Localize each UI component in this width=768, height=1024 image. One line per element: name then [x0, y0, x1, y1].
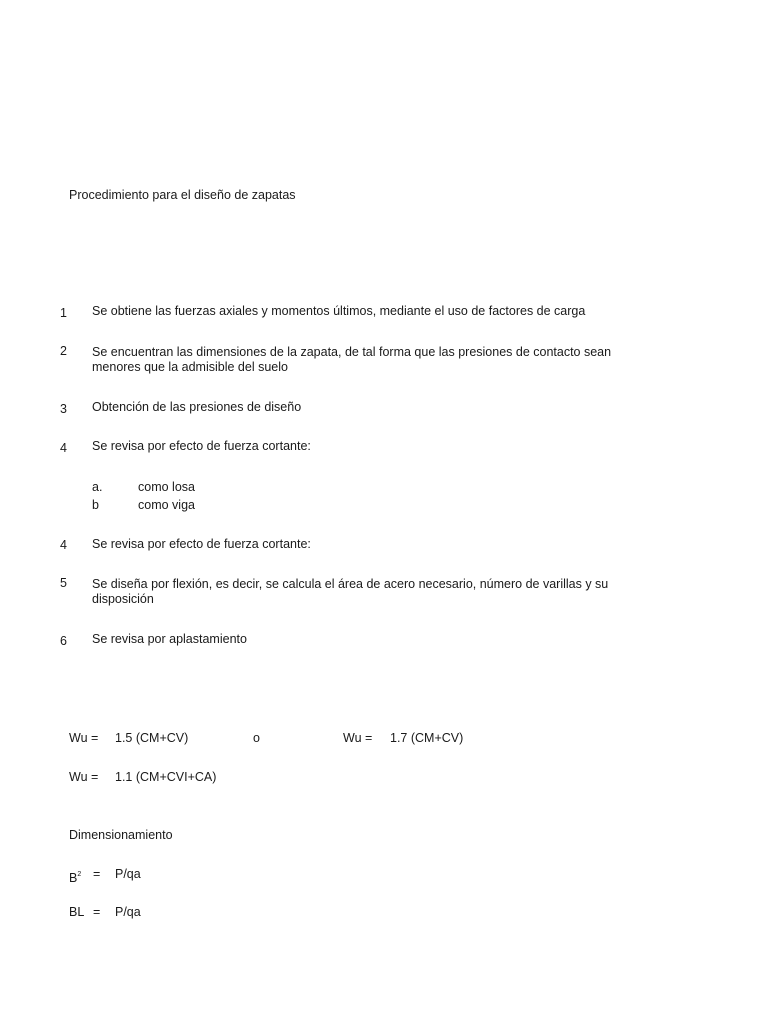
b-symbol: B	[69, 871, 78, 885]
step-number: 4	[60, 441, 67, 455]
formula-or: o	[253, 731, 260, 745]
formula-value: 1.1 (CM+CVI+CA)	[115, 770, 217, 784]
step-number: 6	[60, 634, 67, 648]
formula-value: P/qa	[115, 867, 141, 881]
exponent: 2	[77, 871, 82, 878]
substep-text: como viga	[138, 498, 195, 512]
step-number: 1	[60, 306, 67, 320]
step-text: Se revisa por efecto de fuerza cortante:	[92, 537, 311, 551]
formula-label: Wu =	[69, 731, 99, 745]
formula-equals: =	[93, 905, 101, 919]
step-number: 2	[60, 344, 67, 358]
substep-label: b	[92, 498, 99, 512]
formula-value: 1.5 (CM+CV)	[115, 731, 189, 745]
substep-text: como losa	[138, 480, 195, 494]
step-number: 4	[60, 538, 67, 552]
page-title: Procedimiento para el diseño de zapatas	[69, 188, 296, 202]
step-text: Se revisa por efecto de fuerza cortante:	[92, 439, 311, 453]
step-text: Obtención de las presiones de diseño	[92, 400, 302, 414]
step-text: Se revisa por aplastamiento	[92, 632, 247, 646]
step-number: 5	[60, 576, 67, 590]
step-text: Se diseña por flexión, es decir, se calcula el área de acero necesario, número de varillas y su disposición	[92, 577, 609, 606]
step-text: Se encuentran las dimensiones de la zapata, de tal forma que las presiones de contacto sean menores que la admisible del suelo	[92, 345, 612, 374]
section-heading: Dimensionamiento	[69, 828, 173, 842]
step-text: Se obtiene las fuerzas axiales y momentos últimos, mediante el uso de factores de carga	[92, 304, 586, 318]
substep-label: a.	[92, 480, 103, 494]
formula-label	[69, 867, 81, 886]
formula-equals: =	[93, 867, 101, 881]
step-number: 3	[60, 402, 67, 416]
formula-label: Wu =	[69, 770, 99, 784]
formula-label: BL	[69, 905, 85, 919]
formula-value: P/qa	[115, 905, 141, 919]
formula-label: Wu =	[343, 731, 373, 745]
formula-value: 1.7 (CM+CV)	[390, 731, 464, 745]
